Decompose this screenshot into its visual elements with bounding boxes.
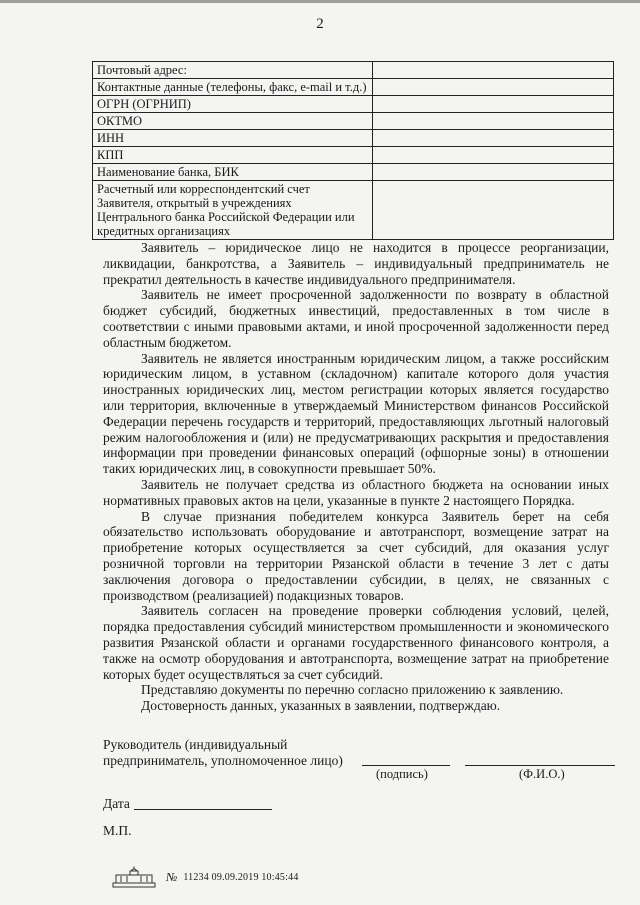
paragraph: В случае признания победителем конкурса Заявитель берет на себя обязательство использовать оборудование и автотранспорт, возмещение затрат на приобретение которых осуществляется за счет субсидий, для оказания услуг розничной торговли на территории Рязанской области в течение 3 лет с даты заключения договора о предоставлении субсидии, в целях, не связанных с производством (реализацией) подакцизных товаров. (103, 508, 609, 603)
info-field-label: Почтовый адрес: (93, 62, 373, 79)
info-field-value (373, 79, 614, 96)
name-line (465, 765, 615, 766)
paragraph: Заявитель не получает средства из областного бюджета на основании иных нормативных правовых актов на цели, указанные в пункте 2 настоящего Порядка. (103, 476, 609, 508)
page-number: 2 (316, 16, 324, 32)
statement-body (103, 240, 609, 714)
paragraph: Заявитель согласен на проведение проверки соблюдения условий, целей, порядка предоставления субсидий министерством промышленности и экономического развития Рязанской области и органами государственного финансового контроля, а также на осмотр оборудования и автотранспорта, возмещение затрат на приобретение которых будет осуществляться за счет субсидий. (103, 603, 609, 682)
info-field-value (373, 96, 614, 113)
info-field-label: Контактные данные (телефоны, факс, e-mail и т.д.) (93, 79, 373, 96)
signatory-role-line1: Руководитель (индивидуальный (103, 737, 288, 752)
info-field-value (373, 113, 614, 130)
registration-stamp (112, 866, 299, 888)
info-table-row (93, 113, 614, 130)
info-field-value (373, 62, 614, 79)
info-field-value (373, 164, 614, 181)
signatory-role-line2: предприниматель, уполномоченное лицо) (103, 753, 343, 768)
signatory-role (103, 737, 343, 769)
government-building-seal-icon (112, 866, 156, 888)
info-field-value (373, 130, 614, 147)
info-table-row (93, 181, 614, 240)
paragraph: Заявитель – юридическое лицо не находится в процессе реорганизации, ликвидации, банкротства, а Заявитель – индивидуальный предприниматель не прекратил деятельность в качестве индивидуального предпринимателя. (103, 240, 609, 287)
paragraph: Заявитель не является иностранным юридическим лицом, а также российским юридическим лицом, в уставном (складочном) капитале которого доля участия иностранных юридических лиц, местом регистрации которых является государство или территория, включенные в утверждаемый Министерством финансов Российской Федерации перечень государств и территорий, предоставляющих льготный налоговый режим налогообложения и (или) не предусматривающих раскрытия и предоставления информации при проведении финансовых операций (офшорные зоны) в отношении таких юридических лиц, в совокупности превышает 50%. (103, 350, 609, 477)
info-field-label: ИНН (93, 130, 373, 147)
info-table-row (93, 62, 614, 79)
paragraph: Заявитель не имеет просроченной задолженности по возврату в областной бюджет субсидий, бюджетных инвестиций, предоставленных в том числе в соответствии с иными правовыми актами, и иной просроченной задолженности перед областным бюджетом. (103, 287, 609, 350)
info-table-row (93, 147, 614, 164)
paragraph: Представляю документы по перечню согласно приложению к заявлению. (141, 682, 564, 698)
info-field-label: КПП (93, 147, 373, 164)
scan-top-edge (0, 0, 640, 3)
number-sign: № (166, 869, 178, 884)
info-table-row (93, 130, 614, 147)
registration-number-datetime: 11234 09.09.2019 10:45:44 (183, 871, 299, 883)
info-table-row (93, 79, 614, 96)
applicant-info-table (92, 61, 614, 240)
date-label: Дата (103, 796, 130, 811)
signature-caption: (подпись) (376, 767, 428, 781)
signature-line (362, 765, 450, 766)
stamp-place-label: М.П. (103, 823, 132, 838)
info-table-row (93, 164, 614, 181)
info-field-label: Наименование банка, БИК (93, 164, 373, 181)
info-field-label: ОГРН (ОГРНИП) (93, 96, 373, 113)
paragraph: Достоверность данных, указанных в заявлении, подтверждаю. (141, 698, 501, 714)
info-field-label: Расчетный или корреспондентский счет Заявителя, открытый в учреждениях Центрального банка Российской Федерации или кредитных организациях (93, 181, 373, 240)
name-caption: (Ф.И.О.) (519, 767, 565, 781)
info-field-value (373, 181, 614, 240)
info-field-value (373, 147, 614, 164)
date-line (134, 809, 272, 810)
info-table-row (93, 96, 614, 113)
info-field-label: ОКТМО (93, 113, 373, 130)
